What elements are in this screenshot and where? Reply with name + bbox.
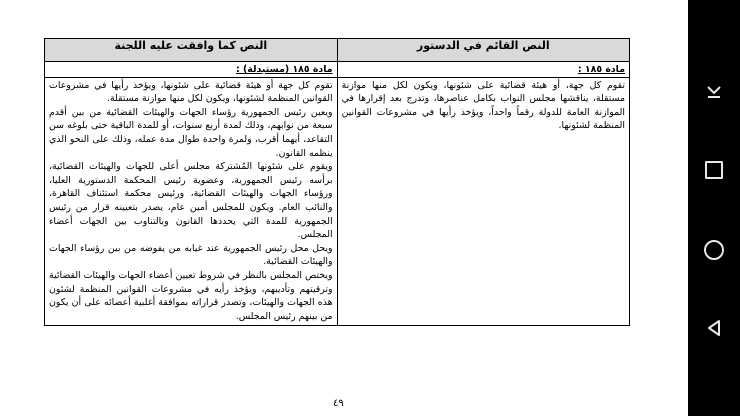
current-article-heading: مادة ١٨٥ :	[338, 63, 629, 78]
header-approved-text: النص كما وافقت عليه اللجنة	[45, 39, 338, 62]
comparison-table	[44, 38, 630, 326]
approved-text-cell	[45, 62, 338, 326]
approved-paragraph-4: ويحل محل رئيس الجمهورية عند غيابه من يفوضه من بين رؤساء الجهات والهيئات القضائية.	[49, 242, 333, 268]
approved-article-heading: مادة ١٨٥ (مستبدلة) :	[45, 63, 337, 78]
circle-icon[interactable]	[700, 236, 728, 264]
current-text-cell	[337, 62, 629, 326]
square-icon[interactable]	[700, 156, 728, 184]
approved-paragraph-2: ويعين رئيس الجمهورية رؤساء الجهات والهيئات القضائية من بين أقدم سبعة من نوابهم، وذلك لمدة أربع سنوات، أو للمدة الباقية حتى بلوغه سن التقاعد، أيهما أقرب، ولمرة واحدة طوال مدة عمله، وذلك على النحو الذي ينظمه القانون.	[49, 106, 333, 159]
current-article-body: تقوم كل جهة، أو هيئة قضائية على شئونها، ويكون لكل منها موازنة مستقلة، يناقشها مجلس النواب بكامل عناصرها، وتدرج بعد إقرارها في الموازنة العامة للدولة رقماً واحداً، ويؤخذ رأيها في مشروعات القوانين المنظمة لشئونها.	[341, 79, 625, 132]
chevron-down-icon[interactable]	[700, 78, 728, 106]
approved-paragraph-5: ويختص المجلس بالنظر في شروط تعيين أعضاء الجهات والهيئات القضائية وترقيتهم وتأديبهم، ويؤخذ رأيه في مشروعات القوانين المنظمة لشئون هذه الجهات والهيئات، وتصدر قراراته بموافقة أغلبية أعضائه على أن يكون من بينهم رئيس المجلس.	[49, 269, 333, 322]
header-current-text: النص القائم في الدستور	[337, 39, 629, 62]
approved-paragraph-1: تقوم كل جهة أو هيئة قضائية على شئونها، ويؤخذ رأيها في مشروعات القوانين المنظمة لشئونها، ويكون لكل منها موازنة مستقلة.	[49, 79, 333, 105]
approved-paragraph-3: ويقوم على شئونها المُشتركة مجلس أعلى للجهات والهيئات القضائية، برأسه رئيس الجمهورية، وعضوية رئيس المحكمة الدستورية العليا، ورؤساء الجهات والهيئات القضائية، ورئيس محكمة استئناف القاهرة، والنائب العام. ويكون للمجلس أمين عام، يصدر بتعيينه قرار من رئيس الجمهورية للمدة التي يحددها القانون وبالتناوب بين الجهات أعضاء المجلس.	[49, 161, 333, 241]
back-triangle-icon[interactable]	[700, 314, 728, 342]
android-nav-bar	[688, 0, 740, 416]
page-number: ٤٩	[333, 398, 344, 409]
